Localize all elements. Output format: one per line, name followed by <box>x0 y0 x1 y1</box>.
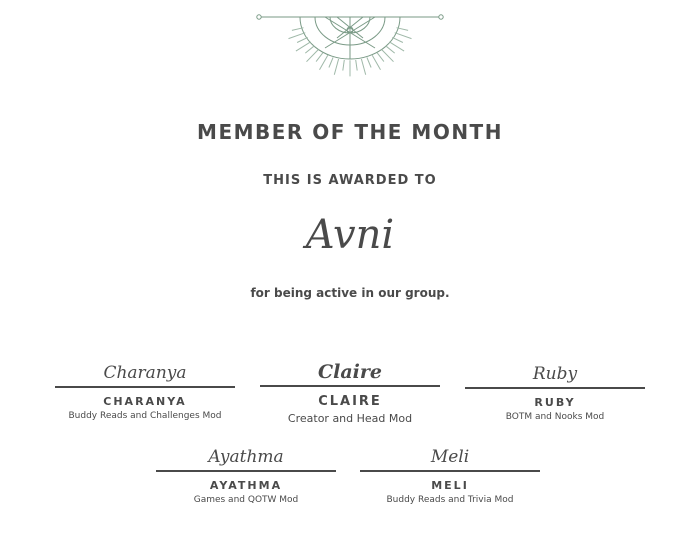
signatory-role: BOTM and Nooks Mod <box>505 412 605 422</box>
signatory-role: Creator and Head Mod <box>287 412 413 425</box>
signature-meli: Meli <box>430 447 470 467</box>
signature-line <box>156 470 336 472</box>
signature-line <box>55 386 235 388</box>
signatory-name: RUBY <box>534 396 576 409</box>
signature-block-meli <box>360 444 540 505</box>
award-reason: for being active in our group. <box>250 286 450 300</box>
signatory-role: Buddy Reads and Trivia Mod <box>386 495 514 505</box>
signatory-name: AYATHMA <box>209 479 283 492</box>
certificate-subtitle: THIS IS AWARDED TO <box>263 173 437 188</box>
signature-ayathma: Ayathma <box>208 447 284 467</box>
signature-line <box>260 385 440 387</box>
certificate-title: MEMBER OF THE MONTH <box>197 120 503 144</box>
signature-block-ruby <box>465 361 645 422</box>
recipient-name: Avni <box>305 212 395 258</box>
sunburst-ornament <box>255 8 445 80</box>
signature-block-charanya <box>55 360 235 421</box>
signature-claire: Claire <box>318 361 382 383</box>
signatory-role: Buddy Reads and Challenges Mod <box>68 411 222 421</box>
signature-charanya: Charanya <box>103 363 187 383</box>
signature-block-ayathma <box>156 444 336 505</box>
signature-ruby: Ruby <box>532 364 578 384</box>
signatory-role: Games and QOTW Mod <box>193 495 299 505</box>
signature-line <box>465 387 645 389</box>
signatory-name: MELI <box>431 479 469 492</box>
signatory-name: CHARANYA <box>103 395 187 408</box>
signature-block-claire <box>260 359 440 425</box>
signature-line <box>360 470 540 472</box>
signatory-name: CLAIRE <box>318 394 382 409</box>
